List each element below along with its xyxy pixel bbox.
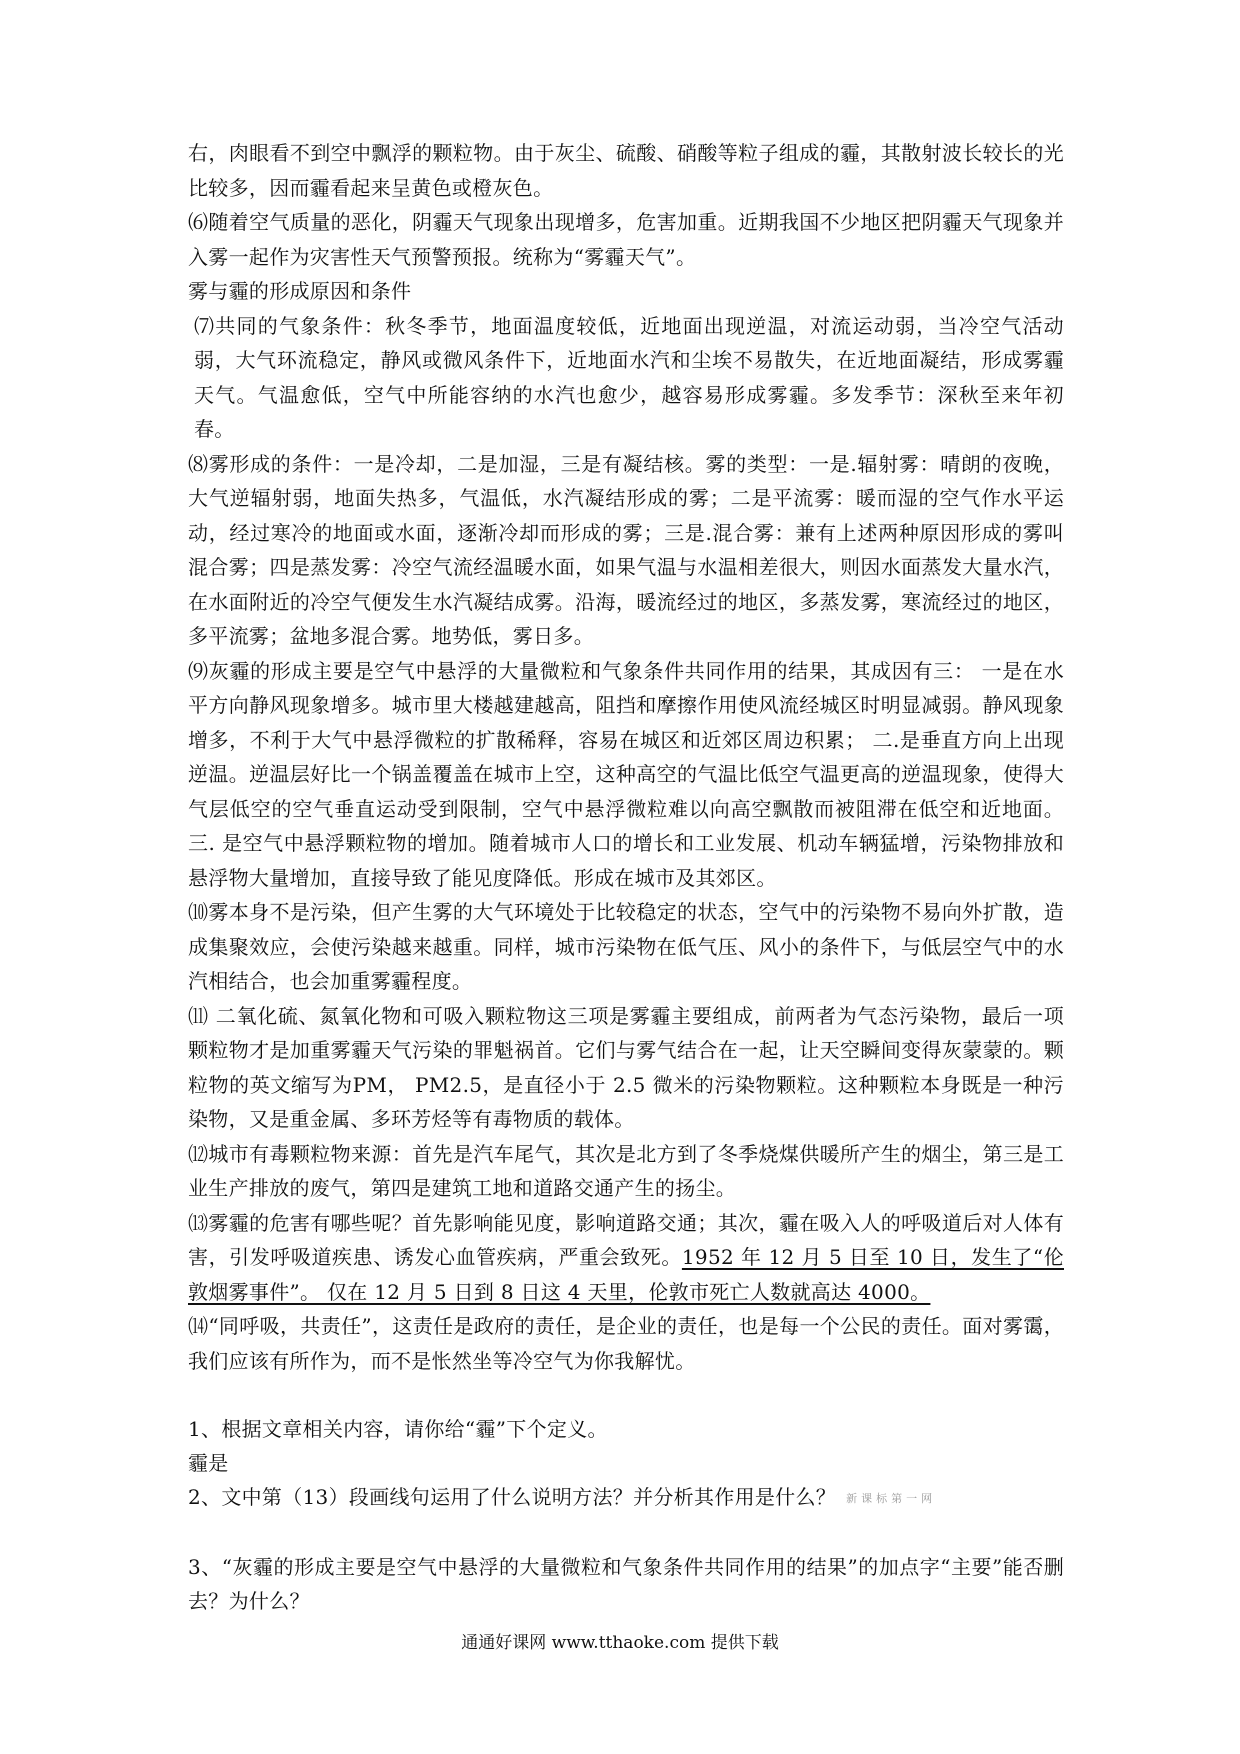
- question-1-answer-prefix: 霾是: [188, 1451, 229, 1475]
- paragraph-11: ⑾ 二氧化硫、氮氧化物和可吸入颗粒物这三项是雾霾主要组成，前两者为气态污染物，最后一项颗粒物才是加重雾霾天气污染的罪魁祸首。它们与雾气结合在一起，让天空瞬间变得灰蒙蒙的。颗粒物的英文缩写为PM， PM2.5，是直径小于 2.5 微米的污染物颗粒。这种颗粒本身既是一种污染物，又是重金属、多环芳烃等有毒物质的载体。: [188, 1003, 1064, 1131]
- document-body: [188, 136, 1064, 1618]
- spacer: [188, 1516, 1064, 1550]
- page-footer: 通通好课网 www.tthaoke.com 提供下载: [461, 1633, 779, 1653]
- spacer: [188, 1378, 1064, 1412]
- paragraph-13: [188, 1206, 1064, 1310]
- paragraph-8: ⑻雾形成的条件：一是冷却，二是加湿，三是有凝结核。雾的类型：一是.辐射雾：晴朗的夜晚，大气逆辐射弱，地面失热多，气温低，水汽凝结形成的雾；二是平流雾：暖而湿的空气作水平运动，经过寒冷的地面或水面，逐渐冷却而形成的雾；三是.混合雾：兼有上述两种原因形成的雾叫混合雾；四是蒸发雾：冷空气流经温暖水面，如果气温与水温相差很大，则因水面蒸发大量水汽，在水面附近的冷空气便发生水汽凝结成雾。沿海，暖流经过的地区，多蒸发雾，寒流经过的地区，多平流雾；盆地多混合雾。地势低，雾日多。: [188, 451, 1064, 648]
- paragraph-14: ⒁“同呼吸，共责任”，这责任是政府的责任，是企业的责任，也是每一个公民的责任。面对雾霭，我们应该有所作为，而不是怅然坐等冷空气为你我解忧。: [188, 1314, 1064, 1373]
- paragraph-13-underlined-sentence: 1952 年 12 月 5 日至 10 日，发生了“伦敦烟雾事件”。 仅在 12 月 5 日到 8 日这 4 天里，伦敦市死亡人数就高达 4000。: [188, 1245, 1064, 1304]
- question-3: 3、“灰霾的形成主要是空气中悬浮的大量微粒和气象条件共同作用的结果”的加点字“主要”能否删去？为什么？: [188, 1554, 1064, 1613]
- questions-section: [188, 1412, 1064, 1618]
- paragraph-10: ⑽雾本身不是污染，但产生雾的大气环境处于比较稳定的状态，空气中的污染物不易向外扩散，造成集聚效应，会使污染越来越重。同样，城市污染物在低气压、风小的条件下，与低层空气中的水汽相结合，也会加重雾霾程度。: [188, 900, 1064, 993]
- question-2: [188, 1480, 1064, 1516]
- inline-watermark: 新课标第一网: [846, 1491, 937, 1505]
- paragraph-13-text: ⒀雾霾的危害有哪些呢？首先影响能见度，影响道路交通；其次，霾在吸入人的呼吸道后对人体有害，引发呼吸道疾患、诱发心血管疾病，严重会致死。: [188, 1210, 1064, 1269]
- question-1: 1、根据文章相关内容，请你给“霾”下个定义。: [188, 1417, 608, 1441]
- paragraph-5-continued: 右，肉眼看不到空中飘浮的颗粒物。由于灰尘、硫酸、硝酸等粒子组成的霾，其散射波长较长的光比较多，因而霾看起来呈黄色或橙灰色。: [188, 141, 1064, 200]
- paragraph-9: ⑼灰霾的形成主要是空气中悬浮的大量微粒和气象条件共同作用的结果，其成因有三： 一是在水平方向静风现象增多。城市里大楼越建越高，阻挡和摩擦作用使风流经城区时明显减弱。静风现象增多，不利于大气中悬浮微粒的扩散稀释，容易在城区和近郊区周边积累； 二.是垂直方向上出现逆温。逆温层好比一个锅盖覆盖在城市上空，这种高空的气温比低空气温更高的逆温现象，使得大气层低空的空气垂直运动受到限制，空气中悬浮微粒难以向高空飘散而被阻滞在低空和近地面。三. 是空气中悬浮颗粒物的增加。随着城市人口的增长和工业发展、机动车辆猛增，污染物排放和悬浮物大量增加，直接导致了能见度降低。形成在城市及其郊区。: [188, 658, 1064, 890]
- paragraph-12: ⑿城市有毒颗粒物来源：首先是汽车尾气，其次是北方到了冬季烧煤供暖所产生的烟尘，第三是工业生产排放的废气，第四是建筑工地和道路交通产生的扬尘。: [188, 1141, 1064, 1200]
- paragraph-6: ⑹随着空气质量的恶化，阴霾天气现象出现增多，危害加重。近期我国不少地区把阴霾天气现象并入雾一起作为灾害性天气预警预报。统称为“雾霾天气”。: [188, 210, 1064, 269]
- paragraph-7: ⑺共同的气象条件：秋冬季节，地面温度较低，近地面出现逆温，对流运动弱，当冷空气活动弱，大气环流稳定，静风或微风条件下，近地面水汽和尘埃不易散失，在近地面凝结，形成雾霾天气。气温愈低，空气中所能容纳的水汽也愈少，越容易形成雾霾。多发季节：深秋至来年初春。: [194, 313, 1064, 441]
- question-2-text: 2、文中第（13）段画线句运用了什么说明方法？并分析其作用是什么？: [188, 1485, 837, 1509]
- section-heading: 雾与霾的形成原因和条件: [188, 279, 412, 303]
